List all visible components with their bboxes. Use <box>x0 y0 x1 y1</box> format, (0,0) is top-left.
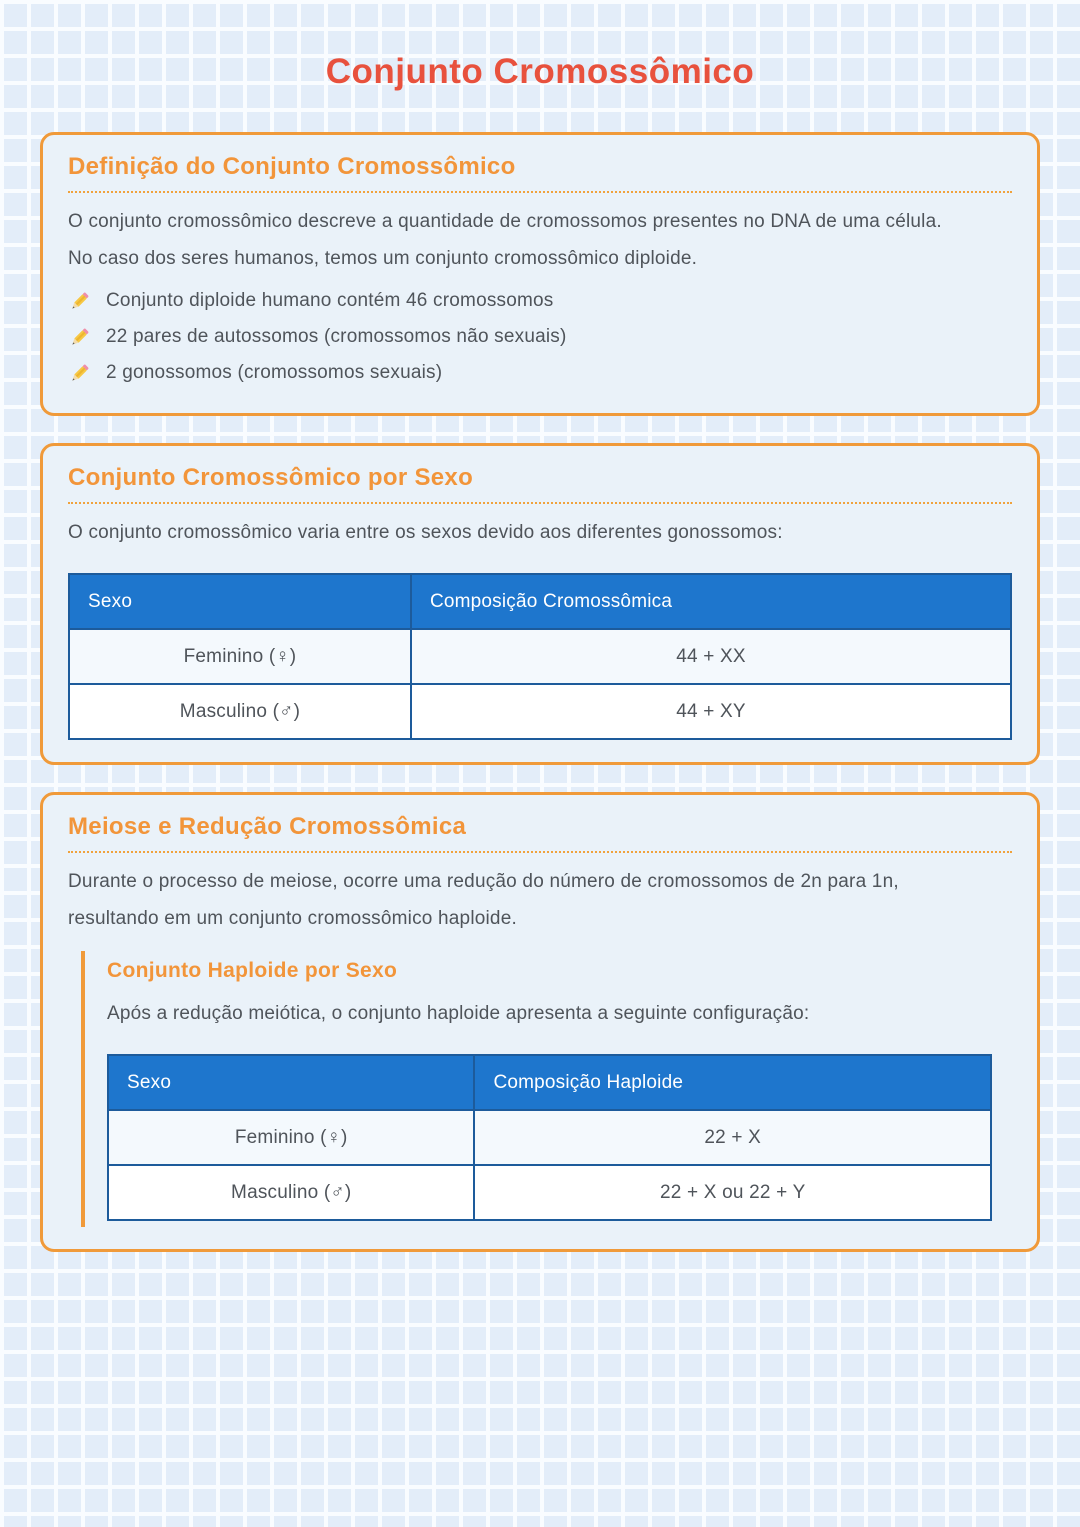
list-item <box>68 355 1012 391</box>
table-cell: 44 + XY <box>411 684 1011 739</box>
definition-bullet-list <box>68 283 1012 391</box>
table-row <box>108 1110 991 1165</box>
sex-card-heading: Conjunto Cromossômico por Sexo <box>68 464 1012 504</box>
table-cell: 22 + X <box>474 1110 991 1165</box>
meiosis-line-2: resultando em um conjunto cromossômico haploide. <box>68 908 517 929</box>
bullet-text: 2 gonossomos (cromossomos sexuais) <box>106 362 443 383</box>
table-header-cell: Composição Cromossômica <box>411 574 1011 629</box>
haploid-subsection-paragraph: Após a redução meiótica, o conjunto haploide apresenta a seguinte configuração: <box>107 1003 810 1024</box>
table-cell: 44 + XX <box>411 629 1011 684</box>
definition-card <box>40 132 1040 416</box>
definition-line-2: No caso dos seres humanos, temos um conjunto cromossômico diploide. <box>68 248 698 269</box>
list-item <box>68 283 1012 319</box>
table-header-row <box>69 574 1011 629</box>
sex-card-paragraph: O conjunto cromossômico varia entre os sexos devido aos diferentes gonossomos: <box>68 522 783 543</box>
haploid-subsection-heading: Conjunto Haploide por Sexo <box>107 959 398 982</box>
table-cell: Masculino (♂) <box>69 684 411 739</box>
table-row <box>69 629 1011 684</box>
table-cell: Masculino (♂) <box>108 1165 474 1220</box>
bullet-text: Conjunto diploide humano contém 46 cromossomos <box>106 290 554 311</box>
meiosis-line-1: Durante o processo de meiose, ocorre uma redução do número de cromossomos de 2n para 1n, <box>68 871 899 892</box>
sex-composition-card <box>40 443 1040 765</box>
list-item <box>68 319 1012 355</box>
table-header-cell: Composição Haploide <box>474 1055 991 1110</box>
table-cell: Feminino (♀) <box>108 1110 474 1165</box>
pencil-icon <box>68 325 92 349</box>
sex-composition-table <box>68 573 1012 740</box>
table-header-cell: Sexo <box>69 574 411 629</box>
pencil-icon <box>68 361 92 385</box>
meiosis-card <box>40 792 1040 1252</box>
page-title: Conjunto Cromossômico <box>325 52 755 91</box>
page-content <box>0 132 1080 1252</box>
bullet-text: 22 pares de autossomos (cromossomos não sexuais) <box>106 326 567 347</box>
definition-line-1: O conjunto cromossômico descreve a quantidade de cromossomos presentes no DNA de uma célula. <box>68 211 942 232</box>
table-cell: 22 + X ou 22 + Y <box>474 1165 991 1220</box>
haploid-composition-table <box>107 1054 992 1221</box>
table-row <box>69 684 1011 739</box>
table-row <box>108 1165 991 1220</box>
haploid-subsection <box>81 951 992 1227</box>
meiosis-card-heading: Meiose e Redução Cromossômica <box>68 813 1012 853</box>
table-header-cell: Sexo <box>108 1055 474 1110</box>
pencil-icon <box>68 289 92 313</box>
definition-card-heading: Definição do Conjunto Cromossômico <box>68 153 1012 193</box>
table-header-row <box>108 1055 991 1110</box>
table-cell: Feminino (♀) <box>69 629 411 684</box>
